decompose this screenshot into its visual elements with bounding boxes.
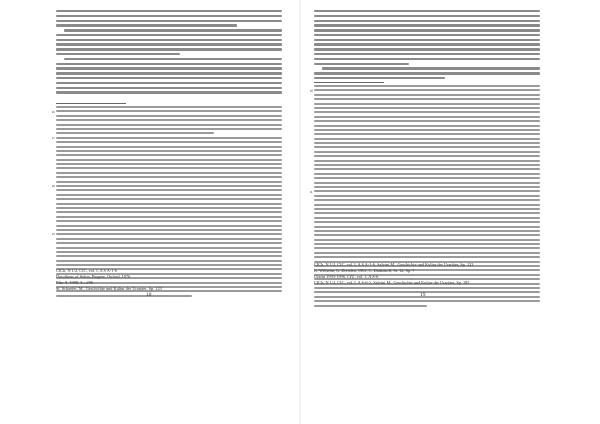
- left-footnote-citation-2: Dorotheus of Sidon, Pingree, Oxford, 1976: [56, 274, 131, 279]
- right-footnote-citation-4: CICh, N 1/2, CIС, vol. I, A S-6-2, Salvini M., Geschichte und Kultur der Urartäer, Sp. 185: [314, 280, 470, 285]
- right-footnote-marker-1: ³⁰: [310, 89, 314, 94]
- left-page-number: 18: [146, 292, 152, 298]
- right-body-text: [314, 10, 540, 79]
- right-footnote-citation-1: CICh, N 1/2, CIС, vol. I, A S A-1-6, Salvini M., Geschichte und Kultur der Urartäer, Sp. 123: [314, 262, 474, 267]
- left-footnote-citation-3: Eliz. 9, 1988, 3—296: [56, 280, 93, 285]
- left-footnote-rule: [56, 103, 126, 104]
- left-footnote-marker-3: ²⁸: [52, 184, 55, 189]
- left-footnote-citation-1: CICh, N 1/2, CIС, vol. I, A S A-1-6: [56, 268, 117, 273]
- left-body-text: [56, 10, 282, 94]
- left-footnote-marker-2: ²⁷: [52, 136, 55, 141]
- right-footnote-citation-2: K. Wilhelm, G. Dresden, 1961, C. Diakonoff, St. 12, Sp. 7: [314, 268, 415, 273]
- left-footnote-marker-1: ²⁶: [52, 110, 55, 115]
- right-page: [300, 0, 600, 424]
- right-footnote-marker-2: ³¹: [310, 190, 313, 195]
- right-footnote-citation-3: Urartu 1993-1996, CIU, vol. 1, A S-6: [314, 274, 379, 279]
- left-footnote-citation-4: St. Schaefer, M., Geschichte und Kultur der Urartäer, Sp. 123: [56, 286, 162, 291]
- right-footnote-rule: [314, 82, 384, 83]
- right-page-number: 19: [420, 292, 426, 298]
- left-footnote-marker-4: ²⁹: [52, 232, 55, 237]
